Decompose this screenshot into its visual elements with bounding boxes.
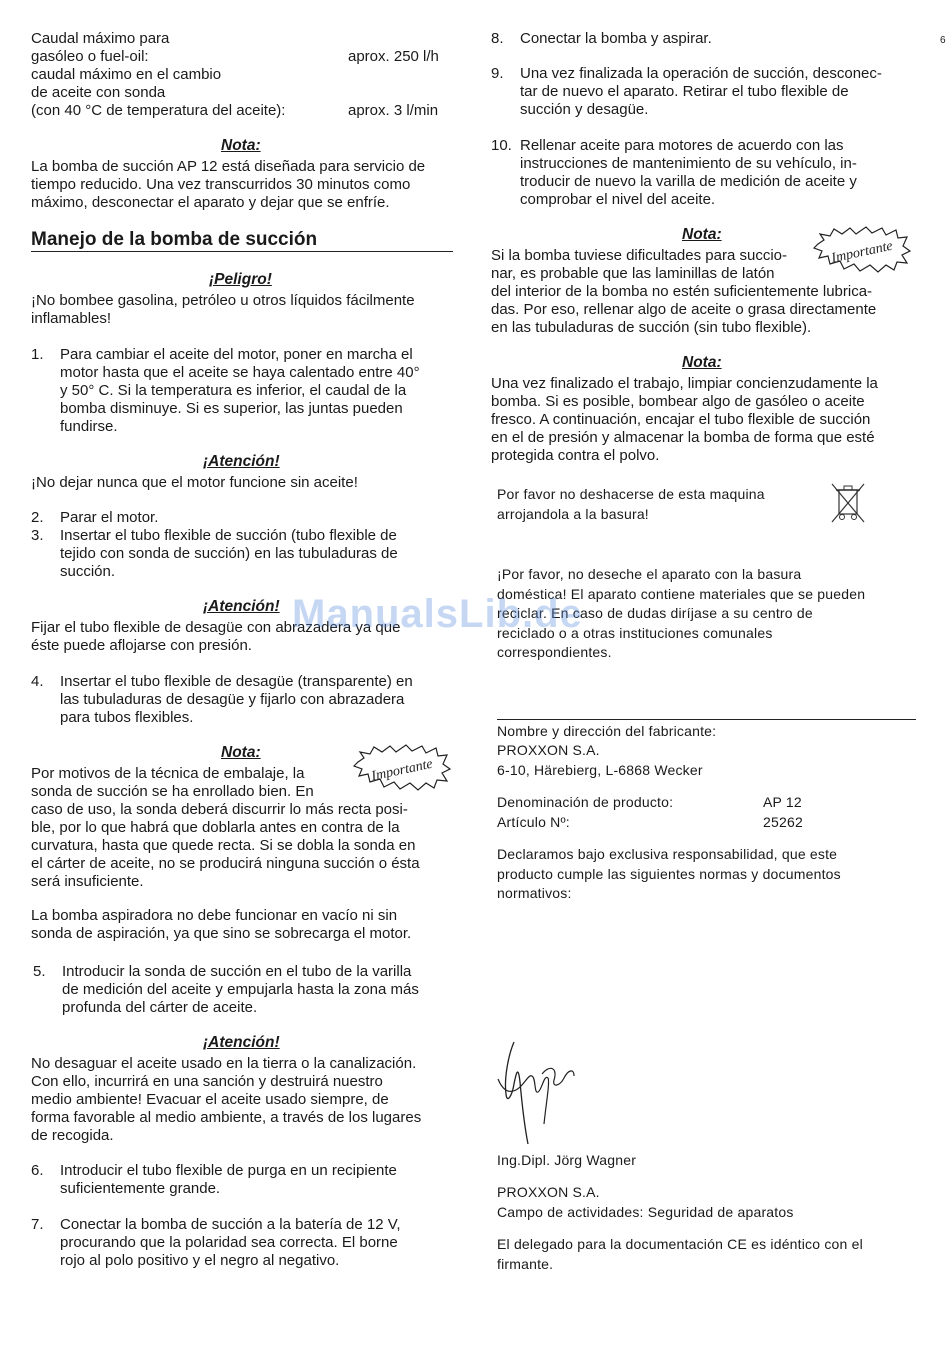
step-4-text: Insertar el tubo flexible de desagüe (transparente) en las tubuladuras de desagüe y fijarlo con abrazadera para tubos flexibles. [60, 673, 413, 726]
delegate-text: El delegado para la documentación CE es idéntico con el firmante. [497, 1236, 863, 1272]
nota-text: del interior de la bomba no estén suficientemente lubrica- das. Por eso, rellenar algo de aceite o grasa directamente en las tubuladuras de succión (sin tubo flexible). [491, 283, 877, 336]
step-10-text: Rellenar aceite para motores de acuerdo con las instrucciones de mantenimiento de su vehículo, in- troducir de nuevo la varilla de medición de aceite y comprobar el nivel del aceite. [520, 137, 857, 208]
nota-heading: Nota: [682, 354, 722, 371]
nota-heading: Nota: [682, 226, 722, 243]
signer-name: Ing.Dipl. Jörg Wagner [497, 1152, 637, 1168]
peligro-text: ¡No bombee gasolina, petróleo u otros líquidos fácilmente inflamables! [31, 292, 415, 327]
disposal-text: Por favor no deshacerse de esta maquina arrojandola a la basura! [497, 486, 765, 522]
atencion-heading: ¡Atención! [203, 1034, 280, 1051]
spec-value-1: aprox. 250 l/h [348, 48, 439, 65]
nota-text: caso de uso, la sonda deberá discurrir lo más recta posi- ble, por lo que habrá que doblarla antes en contra de la curvatura, hasta que quede recta. Si se dobla la sonda en el cárter de aceite, no se producirá ninguna succión o ésta será insuficiente. [31, 801, 420, 890]
stamp-label: Importante [830, 238, 895, 267]
step-10-number: 10. [491, 137, 512, 154]
step-9-text: Una vez finalizada la operación de succión, desconec- tar de nuevo el aparato. Retirar el tubo flexible de succión y desagüe. [520, 65, 882, 118]
importante-stamp-icon [352, 742, 452, 794]
watermark: ManualsLib.de [292, 592, 583, 636]
step-3-number: 3. [31, 527, 44, 544]
section-rule [31, 251, 453, 252]
article-value: 25262 [763, 814, 803, 830]
step-1-number: 1. [31, 346, 44, 363]
step-9-number: 9. [491, 65, 504, 82]
step-7-number: 7. [31, 1216, 44, 1233]
atencion-text: ¡No dejar nunca que el motor funcione sin aceite! [31, 474, 358, 491]
peligro-heading: ¡Peligro! [209, 271, 272, 288]
step-5-text: Introducir la sonda de succión en el tubo de la varilla de medición del aceite y empujarla hasta la zona más profunda del cárter de aceite. [62, 963, 419, 1016]
stamp-label: Importante [370, 756, 435, 785]
motor-warning-text: La bomba aspiradora no debe funcionar en vacío ni sin sonda de aspiración, ya que sino se sobrecarga el motor. [31, 907, 412, 942]
signature [494, 1034, 584, 1149]
nota-text: Por motivos de la técnica de embalaje, la sonda de succión se ha enrollado bien. En [31, 765, 314, 800]
step-8-text: Conectar la bomba y aspirar. [520, 30, 712, 47]
section-title: Manejo de la bomba de succión [31, 229, 318, 250]
nota-text: Una vez finalizado el trabajo, limpiar concienzudamente la bomba. Si es posible, bombear algo de gasóleo o aceite fresco. A continuación, encajar el tubo flexible de succión en el de presión y almacenar la bomba de forma que esté protegida contra el polvo. [491, 375, 878, 464]
nota-text: La bomba de succión AP 12 está diseñada para servicio de tiempo reducido. Una vez transcurridos 30 minutos como máximo, desconectar el aparato y dejar que se enfríe. [31, 158, 426, 211]
manufacturer-label: Nombre y dirección del fabricante: [497, 723, 717, 739]
product-label: Denominación de producto: [497, 794, 674, 810]
declaration-text: Declaramos bajo exclusiva responsabilidad, que este producto cumple las siguientes normas y documentos normativos: [497, 846, 841, 901]
spec-line-5: (con 40 °C de temperatura del aceite): [31, 102, 286, 119]
product-value: AP 12 [763, 794, 802, 810]
nota-heading: Nota: [221, 744, 261, 761]
atencion-heading: ¡Atención! [203, 598, 280, 615]
spec-line-2: gasóleo o fuel-oil: [31, 48, 149, 65]
spec-value-2: aprox. 3 l/min [348, 102, 439, 119]
step-6-text: Introducir el tubo flexible de purga en un recipiente suficientemente grande. [60, 1162, 397, 1197]
page-mark: 6 [940, 35, 946, 46]
spec-line-1: Caudal máximo para [31, 30, 170, 47]
spec-line-4: de aceite con sonda [31, 84, 166, 101]
step-7-text: Conectar la bomba de succión a la batería de 12 V, procurando que la polaridad sea correcta. El borne rojo al polo positivo y el negro al negativo. [60, 1216, 401, 1269]
manufacturer-address: 6-10, Härebierg, L-6868 Wecker [497, 762, 703, 778]
step-2-text: Parar el motor. [60, 509, 159, 526]
atencion-heading: ¡Atención! [203, 453, 280, 470]
crossed-bin-icon [829, 482, 867, 524]
importante-stamp-icon [812, 224, 912, 276]
manufacturer-name: PROXXON S.A. [497, 742, 600, 758]
field-of-activity: Campo de actividades: Seguridad de aparatos [497, 1204, 794, 1220]
step-5-number: 5. [33, 963, 46, 980]
article-label: Artículo Nº: [497, 814, 570, 830]
step-2-number: 2. [31, 509, 44, 526]
divider [497, 719, 916, 720]
company-name: PROXXON S.A. [497, 1184, 600, 1200]
nota-text: Si la bomba tuviese dificultades para succio- nar, es probable que las laminillas de latón [491, 247, 787, 282]
nota-heading: Nota: [221, 137, 261, 154]
step-3-text: Insertar el tubo flexible de succión (tubo flexible de tejido con sonda de succión) en las tubuladuras de succión. [60, 527, 398, 580]
spec-line-3: caudal máximo en el cambio [31, 66, 222, 83]
atencion-text: No desaguar el aceite usado en la tierra o la canalización. Con ello, incurrirá en una sanción y destruirá nuestro medio ambiente! Evacuar el aceite usado siempre, de forma favorable al medio ambiente, a través de los lugares de recogida. [31, 1055, 422, 1144]
recycling-text: ¡Por favor, no deseche el aparato con la basura doméstica! El aparato contiene materiales que se pueden reciclar. En caso de dudas diríjase a su centro de reciclado o a otras instituciones comunales correspondientes. [497, 566, 866, 660]
step-6-number: 6. [31, 1162, 44, 1179]
step-8-number: 8. [491, 30, 504, 47]
step-4-number: 4. [31, 673, 44, 690]
atencion-text: Fijar el tubo flexible de desagüe con abrazadera ya que éste puede aflojarse con presión. [31, 619, 401, 654]
step-1-text: Para cambiar el aceite del motor, poner en marcha el motor hasta que el aceite se haya calentado entre 40° y 50° C. Si la temperatura es inferior, el caudal de la bomba disminuye. Si es superior, las juntas pueden fundirse. [60, 346, 420, 435]
